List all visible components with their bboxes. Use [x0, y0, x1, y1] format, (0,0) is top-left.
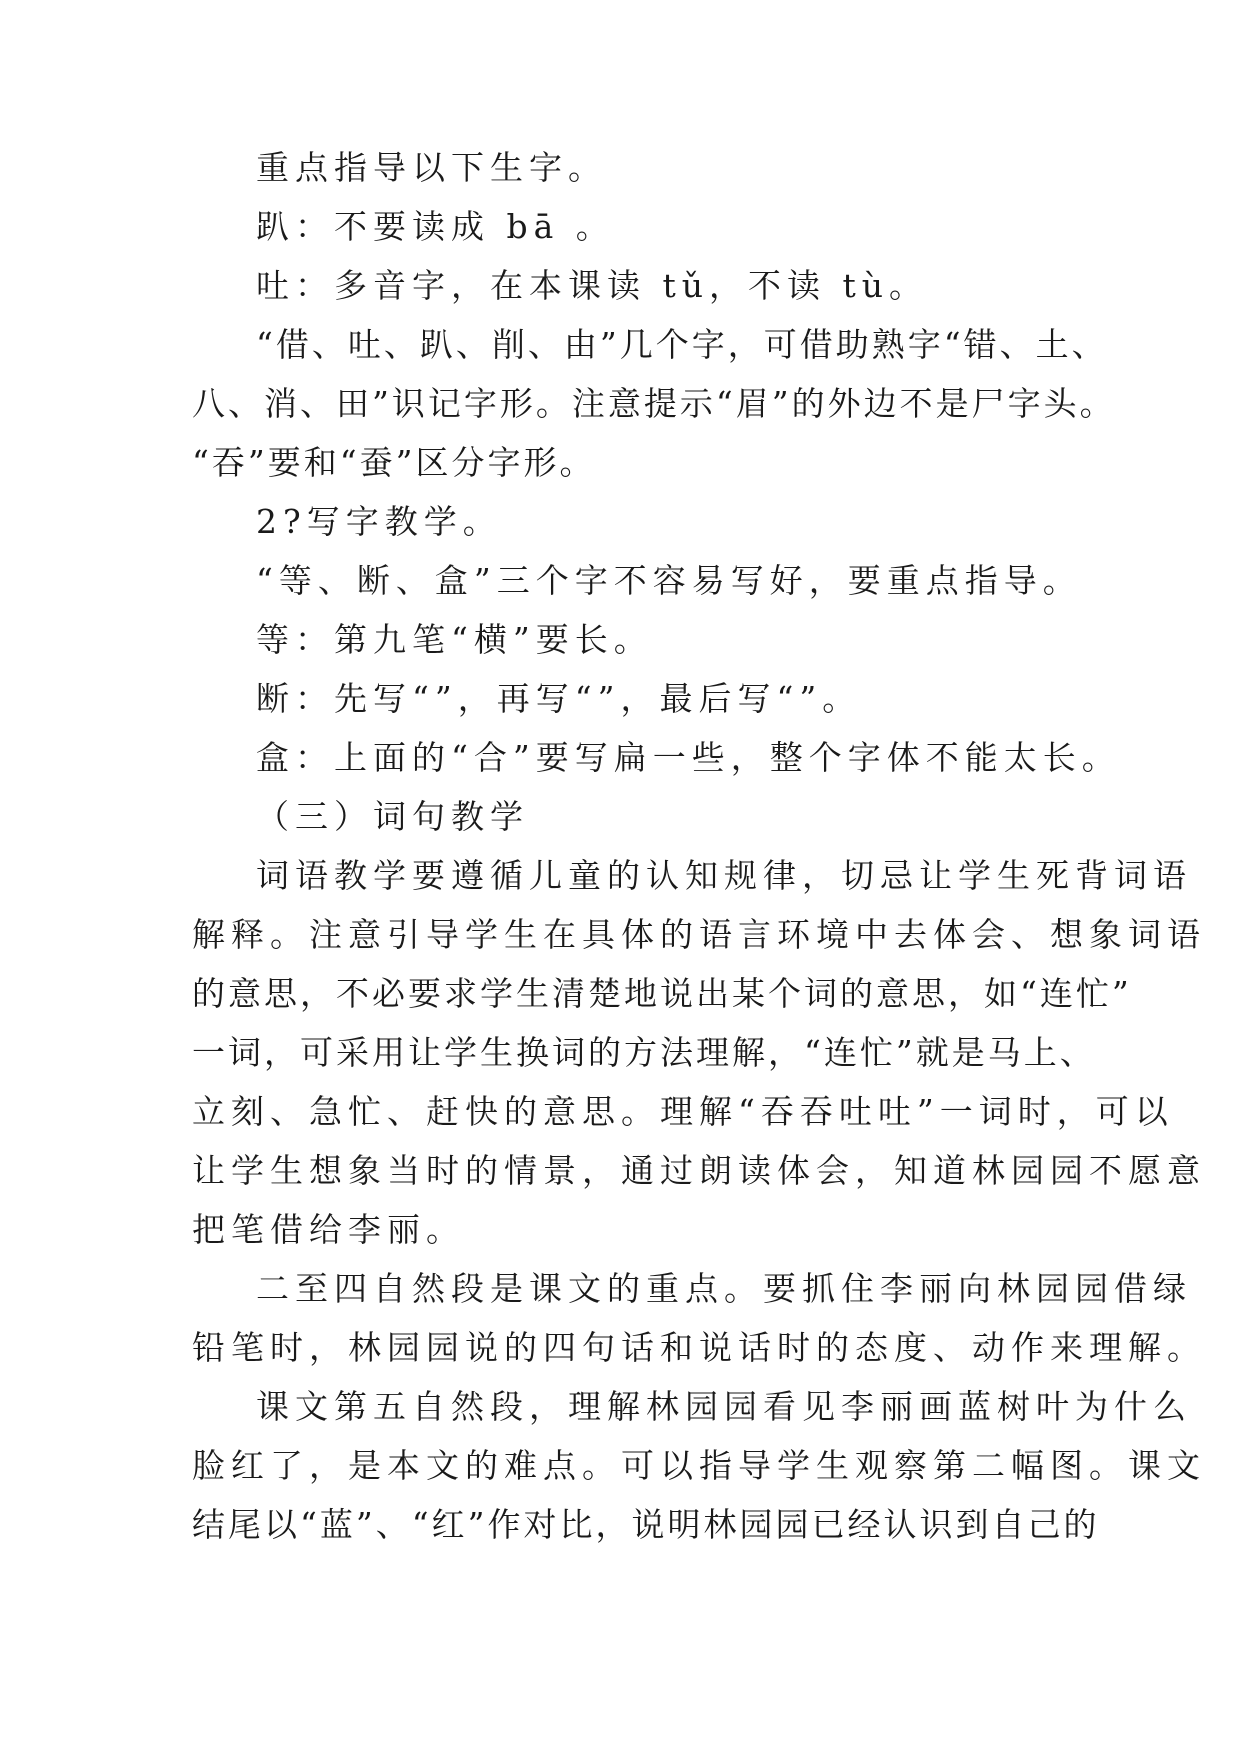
paragraph-line: 解释。注意引导学生在具体的语言环境中去体会、想象词语	[192, 915, 1206, 954]
paragraph-line: “等、断、盒”三个字不容易写好，要重点指导。	[256, 561, 1082, 600]
paragraph-line: 趴：不要读成 bā 。	[256, 207, 615, 246]
paragraph-line: 铅笔时，林园园说的四句话和说话时的态度、动作来理解。	[192, 1328, 1206, 1367]
paragraph-line: 断：先写“”，再写“”，最后写“”。	[256, 679, 862, 718]
paragraph-line: 重点指导以下生字。	[256, 148, 607, 187]
paragraph-line: 让学生想象当时的情景，通过朗读体会，知道林园园不愿意	[192, 1151, 1206, 1190]
paragraph-line: 把笔借给李丽。	[192, 1210, 465, 1249]
paragraph-line: 课文第五自然段，理解林园园看见李丽画蓝树叶为什么	[256, 1387, 1192, 1426]
paragraph-line: 结尾以“蓝”、“红”作对比，说明林园园已经认识到自己的	[192, 1505, 1100, 1544]
paragraph-line: 的意思，不必要求学生清楚地说出某个词的意思，如“连忙”	[192, 974, 1132, 1013]
paragraph-line: 八、消、田”识记字形。注意提示“眉”的外边不是尸字头。	[192, 384, 1116, 423]
paragraph-line: 盒：上面的“合”要写扁一些，整个字体不能太长。	[256, 738, 1121, 777]
paragraph-line: 词语教学要遵循儿童的认知规律，切忌让学生死背词语	[256, 856, 1192, 895]
paragraph-line: 等：第九笔“横”要长。	[256, 620, 653, 659]
paragraph-line: 二至四自然段是课文的重点。要抓住李丽向林园园借绿	[256, 1269, 1192, 1308]
paragraph-line: 一词，可采用让学生换词的方法理解，“连忙”就是马上、	[192, 1033, 1096, 1072]
paragraph-line: 2?写字教学。	[256, 502, 502, 541]
paragraph-line: “吞”要和“蚕”区分字形。	[192, 443, 596, 482]
paragraph-line: “借、吐、趴、削、由”几个字，可借助熟字“错、土、	[256, 325, 1108, 364]
paragraph-line: 脸红了，是本文的难点。可以指导学生观察第二幅图。课文	[192, 1446, 1206, 1485]
paragraph-line: 立刻、急忙、赶快的意思。理解“吞吞吐吐”一词时，可以	[192, 1092, 1174, 1131]
section-heading: （三）词句教学	[256, 797, 529, 836]
paragraph-line: 吐：多音字，在本课读 tǔ，不读 tù。	[256, 266, 929, 305]
